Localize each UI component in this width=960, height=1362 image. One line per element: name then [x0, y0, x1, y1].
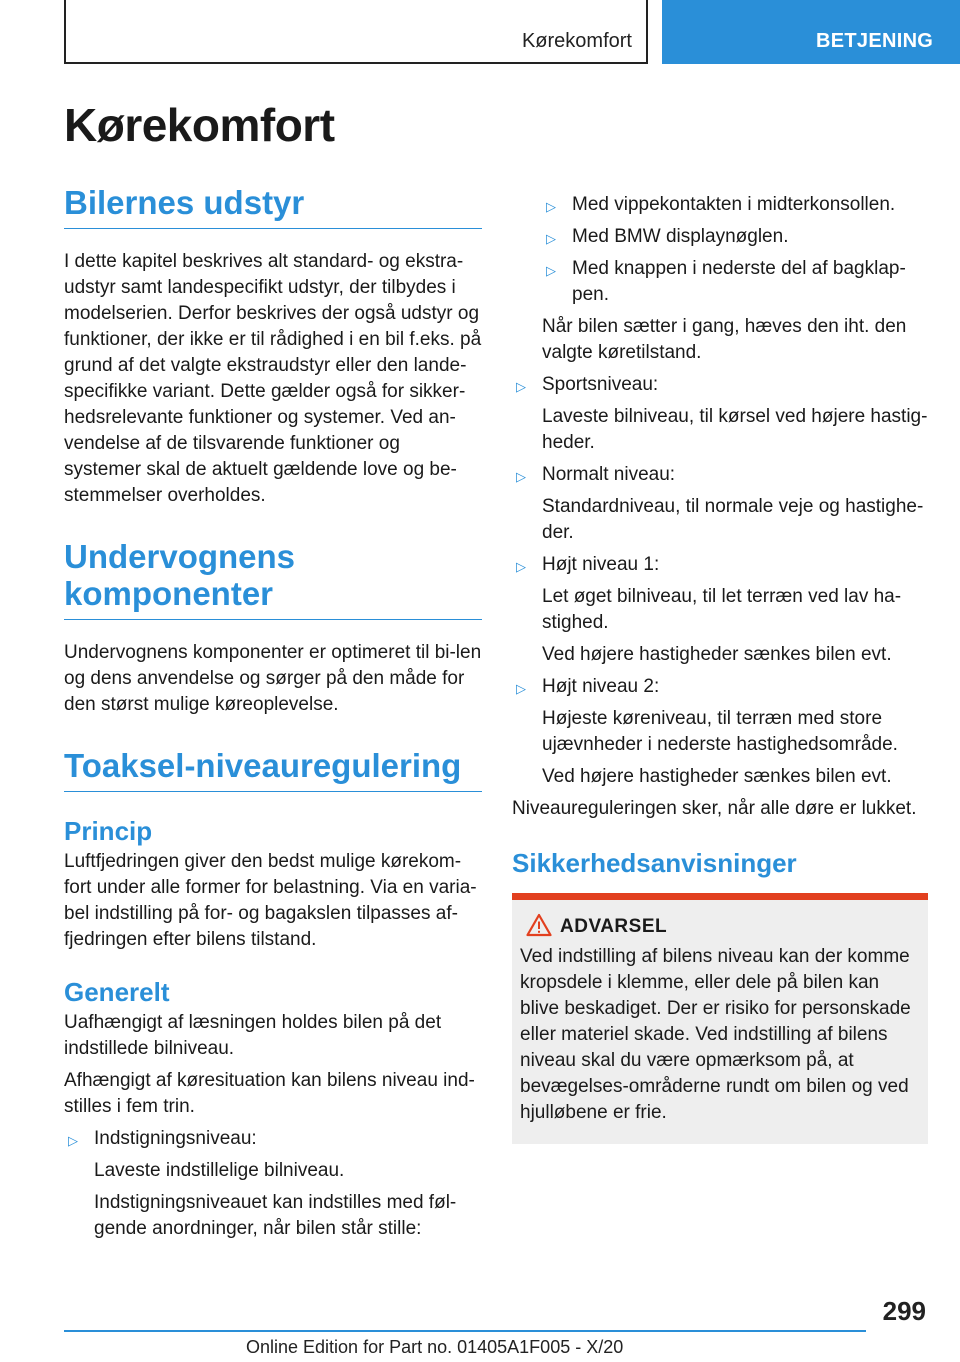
- list-item-title: Sportsniveau:: [542, 374, 659, 395]
- page-number: 299: [882, 1296, 926, 1326]
- triangle-right-icon: ▷: [546, 199, 556, 214]
- list-item-title: Indstigningsniveau:: [94, 1128, 257, 1150]
- triangle-right-icon: ▷: [516, 559, 526, 574]
- header-section-box: [64, 0, 648, 64]
- heading-toaksel: Toaksel-niveauregulering: [64, 748, 482, 792]
- page-title: Kørekomfort: [64, 99, 335, 151]
- sub-list-item-text: Med vippekontakten i midterkonsollen.: [572, 194, 896, 215]
- sub-list-item-text: Med BMW displaynøglen.: [572, 226, 789, 247]
- list-item-normal: [512, 462, 928, 488]
- list-item-after: Når bilen sætter i gang, hæves den iht. den valgte køretilstand.: [542, 316, 907, 363]
- list-item-desc: Laveste bilniveau, til kørsel ved højere hastig-heder.: [542, 406, 928, 453]
- triangle-right-icon: ▷: [68, 1133, 78, 1149]
- sub-list-item-text: Med knappen i nederste del af bagklap-pen.: [572, 258, 906, 305]
- warning-triangle-icon: [526, 913, 552, 937]
- warning-title-text: ADVARSEL: [560, 916, 668, 938]
- paragraph-generelt-2: Afhængigt af køresituation kan bilens niveau ind-stilles i fem trin.: [64, 1070, 475, 1118]
- sub-list-item: [542, 192, 928, 218]
- triangle-right-icon: ▷: [546, 231, 556, 246]
- right-column: [512, 192, 928, 1144]
- paragraph-princip: Luftfjedringen giver den bedst mulige kørekom-fort under alle former for belastning. Via en varia-bel indstilling på for- og bagakslen tilpasses af-fjedringen efter bilens tilstand.: [64, 851, 477, 951]
- list-item-desc: Laveste indstillelige bilniveau.: [94, 1160, 345, 1182]
- header-chapter-label: BETJENING: [816, 30, 934, 52]
- triangle-right-icon: ▷: [516, 469, 526, 484]
- warning-box: [512, 893, 928, 1144]
- list-item-title: Højt niveau 1:: [542, 554, 660, 575]
- list-item-indstigning: [64, 1126, 482, 1152]
- heading-generelt: Generelt: [64, 977, 170, 1008]
- list-item-desc: Højeste køreniveau, til terræn med store ujævnheder i nederste hastighedsområde.: [542, 708, 898, 755]
- triangle-right-icon: ▷: [546, 263, 556, 278]
- list-item-desc: Standardniveau, til normale veje og hastighe-der.: [542, 496, 924, 543]
- sub-list-item: [542, 224, 928, 250]
- list-item-high-2: [512, 674, 928, 700]
- heading-safety: Sikkerhedsanvisninger: [512, 848, 797, 878]
- header-chapter-tab: [662, 0, 960, 64]
- list-item-title: Normalt niveau:: [542, 464, 676, 485]
- warning-title: [560, 916, 920, 938]
- triangle-right-icon: ▷: [516, 681, 526, 696]
- list-item-title: Højt niveau 2:: [542, 676, 660, 697]
- heading-equipment: Bilernes udstyr: [64, 185, 482, 229]
- header-section-title: Kørekomfort: [521, 30, 632, 52]
- warning-text: Ved indstilling af bilens niveau kan der komme kropsdele i klemme, eller dele på bilen kan blive beskadiget. Der er risiko for personskade eller materiel skade. Ved indstilling af bilens niveau skal du være opmærksom på, at bevægelses-områderne rundt om bilen og ved hjulløbene er frie.: [520, 946, 911, 1124]
- heading-princip: Princip: [64, 816, 153, 846]
- list-item-note: Indstigningsniveauet kan indstilles med føl-gende anordninger, når bilen står stille:: [94, 1192, 457, 1240]
- list-item-high-1: [512, 552, 928, 578]
- left-column: [64, 98, 482, 1248]
- footer-divider: [64, 1330, 866, 1332]
- list-item-desc: Let øget bilniveau, til let terræn ved lav ha-stighed.: [542, 586, 902, 633]
- paragraph-doors-closed: Niveaureguleringen sker, når alle døre er lukket.: [512, 798, 917, 819]
- list-item-sport: [512, 372, 928, 398]
- footer-edition: Online Edition for Part no. 01405A1F005 - X/20: [246, 1337, 624, 1357]
- paragraph-undervogn: Undervognens komponenter er optimeret til bi-len og dens anvendelse og sørger på den måde for den størst mulige køreoplevelse.: [64, 642, 482, 716]
- sub-list-item: [542, 256, 928, 308]
- triangle-right-icon: ▷: [516, 379, 526, 394]
- paragraph-generelt-1: Uafhængigt af læsningen holdes bilen på det indstillede bilniveau.: [64, 1012, 442, 1060]
- paragraph-equipment: I dette kapitel beskrives alt standard- og ekstra-udstyr samt landespecifikt udstyr, der tilbydes i modelserien. Derfor beskrives der også udstyr og funktioner, der ikke er til rådighed i en bil f.eks. på grund af det valgte ekstraudstyr eller den lande-specifikke variant. Dette gælder også for sikker-hedsrelevante funktioner og systemer. Ved an-vendelse af de tilsvarende funktioner og systemer skal de aktuelt gældende love og be-stemmelser overholdes.: [64, 251, 482, 507]
- list-item-note: Ved højere hastigheder sænkes bilen evt.: [542, 766, 892, 787]
- heading-undervogn: Undervognens komponenter: [64, 539, 482, 620]
- list-item-note: Ved højere hastigheder sænkes bilen evt.: [542, 644, 892, 665]
